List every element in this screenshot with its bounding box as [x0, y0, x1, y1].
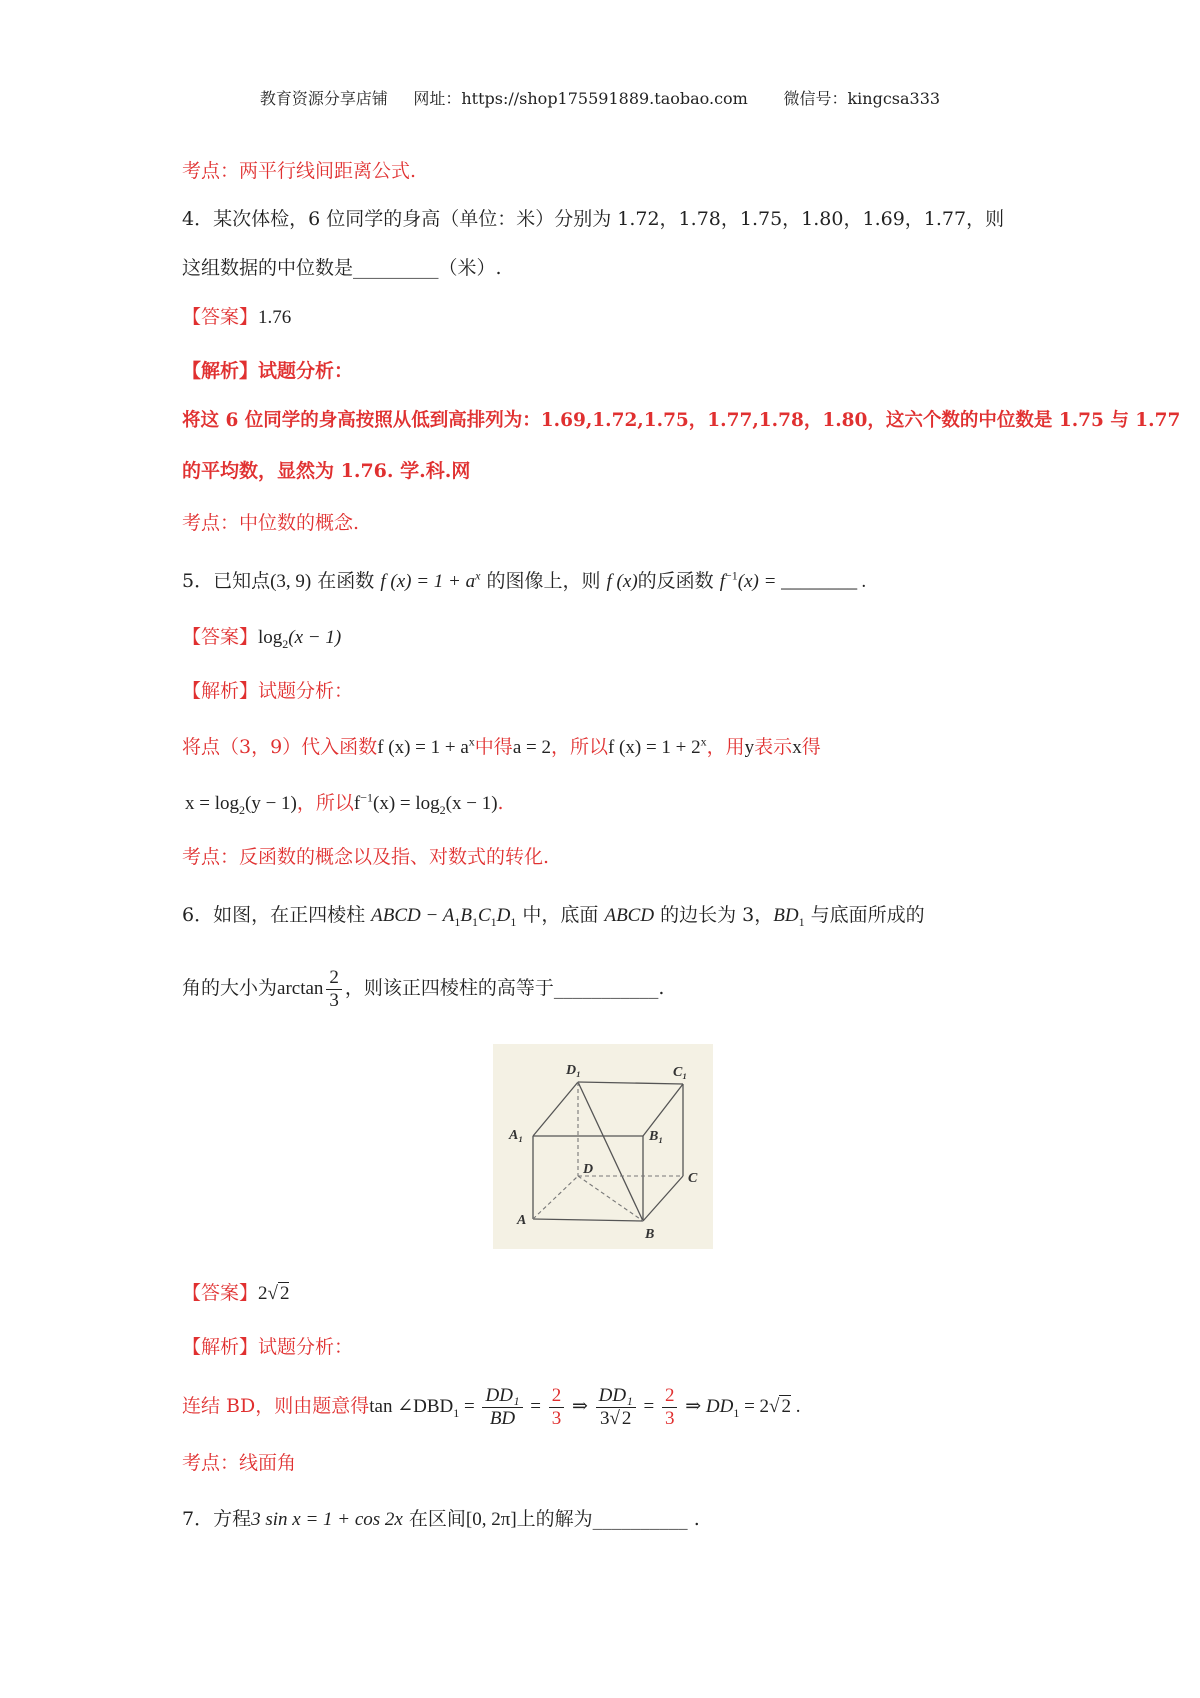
frac-denominator: 3: [551, 1407, 562, 1429]
q6-line1: [182, 902, 925, 929]
analysis-tan: tan ∠DBD: [369, 1396, 454, 1417]
edge-AD: [533, 1176, 578, 1219]
analysis-radicand: 2: [781, 1396, 791, 1417]
site-label: 网址：: [413, 89, 462, 108]
edge-AB: [533, 1219, 643, 1221]
answer-value: 1.76: [258, 307, 292, 328]
edge-BC: [643, 1176, 683, 1221]
answer-tag: 【答案】: [182, 306, 259, 328]
q5-answer: [182, 624, 341, 651]
analysis-math: a = 2: [512, 737, 551, 758]
q5-question: [182, 568, 867, 595]
analysis-math: (x) = log: [373, 793, 440, 814]
analysis-math: (y − 1): [245, 793, 297, 814]
analysis-sub: 1: [453, 1405, 460, 1420]
answer-coef: 2: [258, 1283, 268, 1304]
q7-question: [182, 1506, 700, 1533]
q6-text: 的边长为 3，: [654, 904, 774, 926]
analysis-math: (x − 1): [445, 793, 498, 814]
q6-sub: 1: [798, 914, 805, 929]
q6-math: ABCD − A: [371, 905, 455, 926]
label-D1: D₁: [566, 1063, 581, 1078]
q6-arctan: arctan: [277, 978, 324, 999]
label-B1: B₁: [649, 1129, 664, 1144]
wechat-label: 微信号：: [783, 89, 848, 108]
q6-math: B: [460, 905, 472, 926]
frac-numerator: 2: [549, 1385, 565, 1408]
answer-log: log: [258, 627, 283, 648]
q6-text: 角的大小为: [182, 977, 278, 999]
q5-mid3: 的反函数: [637, 570, 720, 592]
frac-denominator: BD: [489, 1407, 516, 1429]
q6-sub: 1: [510, 914, 517, 929]
analysis-text: 得: [801, 736, 821, 758]
frac-den-coef: 3: [599, 1407, 610, 1429]
q5-prefix: 5．已知点: [182, 570, 271, 592]
frac-denominator: 3: [664, 1407, 675, 1429]
answer-tag: 【答案】: [182, 626, 259, 648]
q4-line2: 这组数据的中位数是_________（米）.: [182, 257, 502, 279]
page-header: [0, 86, 1200, 109]
analysis-end: .: [790, 1396, 801, 1417]
q4-analysis1: 将这 6 位同学的身高按照从低到高排列为：1.69,1.72,1.75，1.77,1.78，1.80，这六个数的中位数是 1.75 与 1.77: [182, 410, 1181, 431]
q3-point: 考点：两平行线间距离公式.: [182, 160, 417, 182]
analysis-exp: x: [468, 734, 475, 749]
label-C1: C₁: [673, 1065, 688, 1080]
prism-figure: [493, 1044, 713, 1249]
frac-denominator: 3: [329, 989, 339, 1011]
q6-line2: [182, 958, 664, 1019]
analysis-eq: =: [459, 1396, 480, 1417]
q6-math: C: [477, 905, 491, 926]
q5-fx: f (x): [606, 571, 638, 592]
q6-sub: 1: [471, 914, 478, 929]
analysis-math: f (x) = 1 + 2: [607, 737, 701, 758]
analysis-exp: x: [700, 734, 707, 749]
q4-line1: 4．某次体检，6 位同学的身高（单位：米）分别为 1.72，1.78，1.75，1.80，1.69，1.77，则: [182, 208, 1005, 230]
site-url[interactable]: https://shop175591889.taobao.com: [461, 89, 748, 108]
frac-2: [549, 1385, 565, 1430]
q5-exponent: x: [475, 568, 481, 583]
frac-den-radicand: 2: [621, 1407, 632, 1429]
q6-text: ，则该正四棱柱的高等于___________.: [344, 977, 665, 999]
q5-analysis2: [185, 790, 504, 817]
frac-1: [482, 1385, 522, 1430]
q5-point-coords: (3, 9): [270, 571, 312, 592]
q5-finv: f: [719, 571, 725, 592]
q7-interval: [0, 2π]: [465, 1509, 517, 1530]
q6-text: 中，底面: [516, 904, 605, 926]
q7-text: 上的解为__________ .: [516, 1508, 700, 1530]
analysis-text: ，所以: [296, 792, 354, 814]
label-D: D: [583, 1162, 594, 1177]
analysis-math: x = log: [185, 793, 239, 814]
analysis-math: y: [744, 737, 755, 758]
wechat-id: kingcsa333: [847, 89, 941, 108]
q5-mid2: 的图像上，则: [480, 570, 607, 592]
answer-radicand: 2: [279, 1283, 290, 1304]
analysis-text: 中得: [474, 736, 513, 758]
analysis-text: 连结 BD，则由题意得: [182, 1395, 370, 1417]
analysis-arrow: ⇒: [567, 1396, 593, 1417]
q4-answer: [182, 304, 291, 331]
q6-analysis: 连结 BD，则由题意得$\tan \angle DBD_1$ = $\frac{\text{DD₁}}{BD}$ = $\frac{2}{3}$ ⇒ $\frac{\text{DD₁}}{3√ 2}$ = $\frac{2}{3}$ ⇒ $DD_1 = 2√$ 2 .: [182, 1384, 801, 1429]
analysis-text: 表示: [754, 736, 793, 758]
analysis-text: .: [497, 792, 504, 814]
q6-point: 考点：线面角: [182, 1452, 297, 1474]
q4-analysis2: 的平均数，显然为 1.76. 学.科.网: [182, 460, 471, 482]
q6-text: 6．如图，在正四棱柱: [182, 904, 372, 926]
frac-numerator: DD₁: [596, 1385, 636, 1408]
analysis-text: ，用: [706, 736, 745, 758]
edge-D1C1: [578, 1082, 683, 1084]
label-A: A: [517, 1213, 527, 1228]
analysis-sub: 1: [733, 1405, 740, 1420]
edge-A1D1: [533, 1082, 578, 1136]
q6-math: BD: [773, 905, 799, 926]
q5-function: f (x) = 1 + a: [380, 571, 476, 592]
q6-math: ABCD: [604, 905, 655, 926]
analysis-sub: 2: [439, 802, 446, 817]
shop-name: 教育资源分享店铺: [259, 89, 388, 108]
q4-analysis-tag: 【解析】试题分析：: [182, 360, 354, 382]
diagonal-BD1: [578, 1082, 643, 1221]
analysis-sub: 2: [239, 802, 245, 817]
analysis-math: f: [353, 793, 361, 814]
q5-inv-exp: −1: [724, 568, 738, 583]
analysis-text: 将点（3，9）代入函数: [182, 736, 378, 758]
analysis-sup: −1: [360, 790, 373, 805]
analysis-math: f (x) = 1 + a: [377, 737, 469, 758]
q7-equation: 3 sin x = 1 + cos 2x: [251, 1509, 403, 1530]
q7-text: 7．方程: [182, 1508, 252, 1530]
analysis-eq: =: [638, 1396, 659, 1417]
q4-point: 考点：中位数的概念.: [182, 512, 360, 534]
q5-finv-arg: (x) = ________ .: [737, 571, 867, 592]
label-B: B: [645, 1227, 655, 1242]
answer-log-arg: (x − 1): [288, 627, 342, 648]
answer-tag: 【答案】: [182, 1282, 259, 1304]
q5-analysis-tag: 【解析】试题分析：: [182, 680, 354, 702]
label-C: C: [688, 1171, 698, 1186]
frac-numerator: 2: [662, 1385, 678, 1408]
analysis-eq: =: [525, 1396, 546, 1417]
diagonal-BD: [578, 1176, 643, 1221]
frac-4: [662, 1385, 678, 1430]
q6-sub: 1: [490, 914, 497, 929]
prism-diagram: [493, 1044, 713, 1249]
analysis-result: DD: [705, 1396, 734, 1417]
frac-numerator: DD₁: [482, 1385, 522, 1408]
q6-answer: 【答案】2√ 2: [182, 1282, 290, 1304]
analysis-text: ，所以: [550, 736, 608, 758]
analysis-arrow: ⇒: [680, 1396, 706, 1417]
q6-text: 与底面所成的: [804, 904, 925, 926]
q5-point: 考点：反函数的概念以及指、对数式的转化.: [182, 846, 550, 868]
frac-numerator: 2: [326, 967, 342, 990]
analysis-result: = 2: [739, 1396, 770, 1417]
q6-analysis-tag: 【解析】试题分析：: [182, 1336, 354, 1358]
frac-3: $\frac{\text{DD₁}}{3√ 2}$: [596, 1385, 636, 1430]
answer-log-base: 2: [282, 636, 289, 651]
q5-analysis1: [182, 734, 821, 761]
q6-math: D: [496, 905, 511, 926]
q6-fraction: [326, 967, 342, 1012]
analysis-math: x: [792, 737, 802, 758]
label-A1: A₁: [509, 1128, 524, 1143]
q6-sub: 1: [454, 914, 461, 929]
q7-text: 在区间: [402, 1508, 466, 1530]
q5-mid1: 在函数: [311, 570, 381, 592]
